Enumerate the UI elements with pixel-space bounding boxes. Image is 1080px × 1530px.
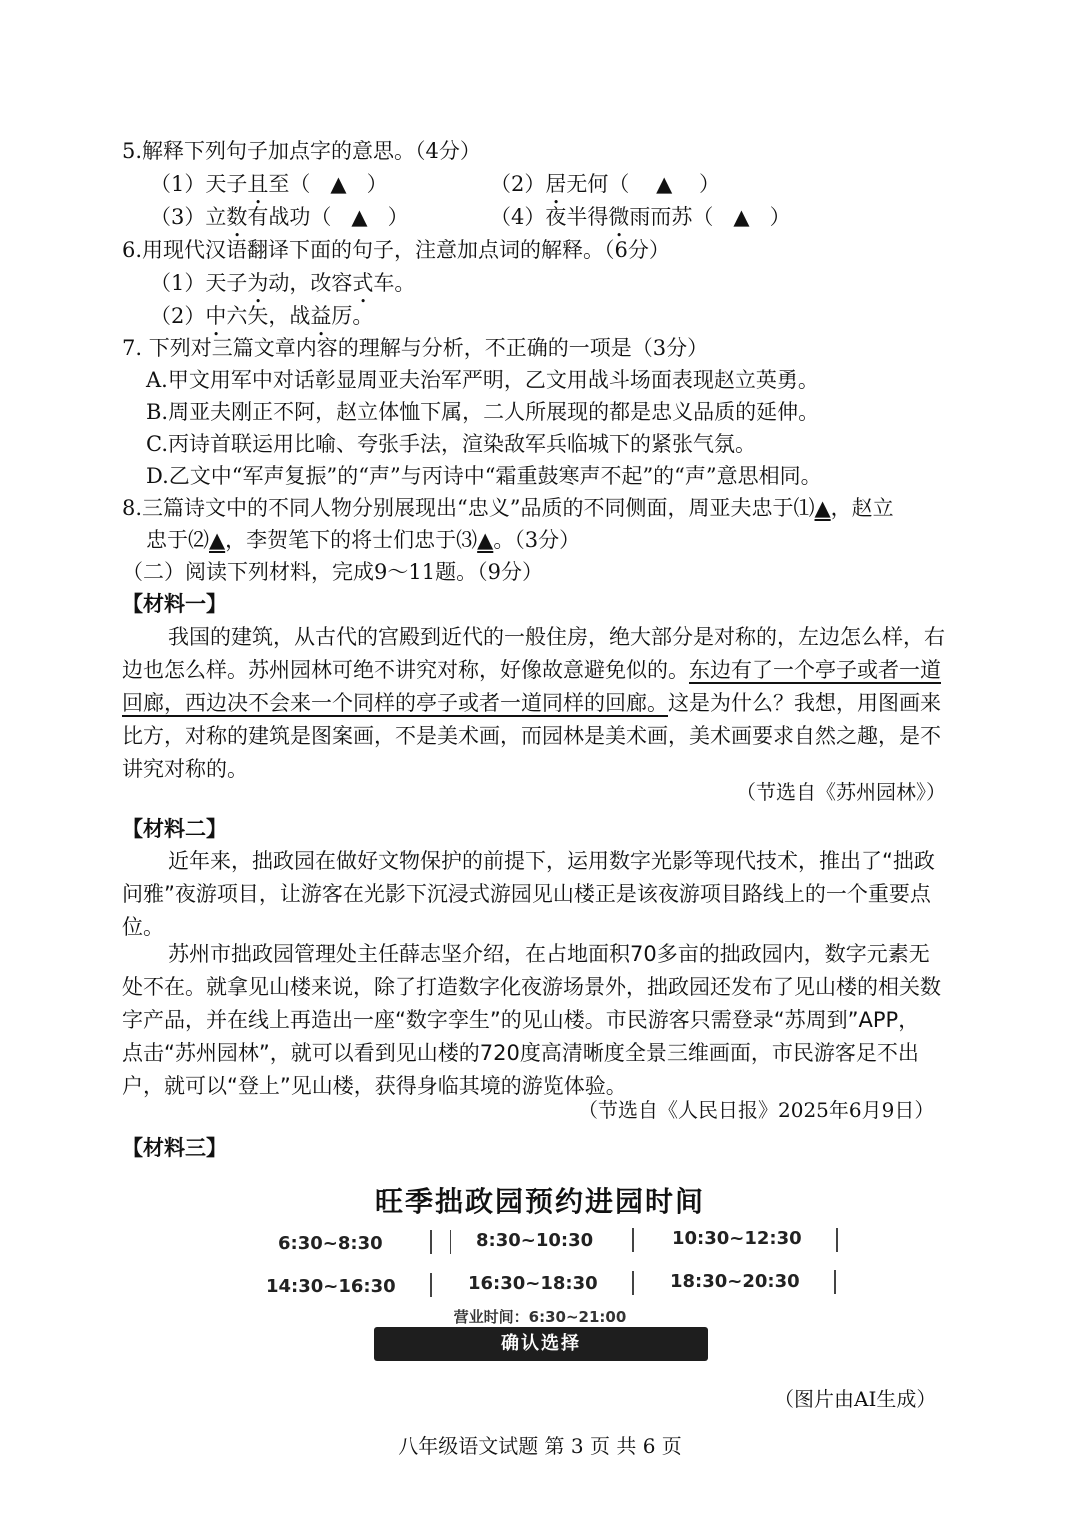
answer-blank-mark: ▲ xyxy=(656,172,673,196)
q8-line-1: 8.三篇诗文中的不同人物分别展现出“忠义”品质的不同侧面，周亚夫忠于⑴▲，赵立 xyxy=(122,496,894,520)
q7-option-d: D.乙文中“军声复振”的“声”与丙诗中“霜重鼓寒声不起”的“声”意思相同。 xyxy=(146,464,822,488)
slot-divider xyxy=(430,1273,432,1297)
material-2-line: 处不在。就拿见山楼来说，除了打造数字化夜游场景外，拙政园还发布了见山楼的相关数 xyxy=(122,975,941,999)
q8-line-2: 忠于⑵▲，李贺笔下的将士们忠于⑶▲。（3分） xyxy=(146,528,581,552)
answer-blank-1: ▲ xyxy=(814,496,831,520)
business-hours: 营业时间：6:30~21:00 xyxy=(453,1308,627,1326)
time-slot[interactable]: 18:30~20:30 xyxy=(670,1271,800,1292)
q5-stem: 5.解释下列句子加点字的意思。（4分） xyxy=(122,139,481,163)
material-2-line: 字产品，并在线上再造出一座“数字孪生”的见山楼。市民游客只需登录“苏周到”APP， xyxy=(122,1008,920,1032)
q6-sentence-1: （1）天子为动，改容式车。 xyxy=(150,271,416,295)
material-1-source: （节选自《苏州园林》） xyxy=(736,780,946,804)
material-2-source: （节选自《人民日报》2025年6月9日） xyxy=(578,1098,935,1122)
q5-item-1: （1）天子且至（ ▲ ） xyxy=(150,172,388,196)
material-1-line: 比方，对称的建筑是图案画，不是美术画，而园林是美术画，美术画要求自然之趣，是不 xyxy=(122,724,941,748)
time-slot[interactable]: 6:30~8:30 xyxy=(278,1233,383,1254)
material-2-line: 位。 xyxy=(122,915,164,939)
material-1-line: 我国的建筑，从古代的宫殿到近代的一般住房，绝大部分是对称的，左边怎么样，右 xyxy=(168,625,945,649)
material-2-line: 户，就可以“登上”见山楼，获得身临其境的游览体验。 xyxy=(122,1074,627,1098)
material-2-line: 点击“苏州园林”，就可以看到见山楼的720度高清晰度全景三维画面，市民游客足不出 xyxy=(122,1041,919,1065)
q5-item-4: （4）夜半得微雨而苏（ ▲ ） xyxy=(490,205,791,229)
time-slot[interactable]: 8:30~10:30 xyxy=(476,1230,594,1251)
material-2-line: 近年来，拙政园在做好文物保护的前提下，运用数字光影等现代技术，推出了“拙政 xyxy=(168,849,935,873)
material-2-line: 问雅”夜游项目，让游客在光影下沉浸式游园见山楼正是该夜游项目路线上的一个重要点 xyxy=(122,882,931,906)
answer-blank-mark: ▲ xyxy=(733,205,750,229)
q6-sentence-2: （2）中六矢，战益厉。 xyxy=(150,304,374,328)
time-slot[interactable]: 14:30~16:30 xyxy=(266,1276,396,1297)
answer-blank-mark: ▲ xyxy=(330,172,347,196)
slot-divider xyxy=(632,1228,634,1252)
page-footer: 八年级语文试题 第 3 页 共 6 页 xyxy=(398,1434,682,1458)
slot-divider xyxy=(834,1270,836,1294)
slot-divider xyxy=(450,1230,451,1254)
booking-title: 旺季拙政园预约进园时间 xyxy=(374,1185,705,1218)
answer-blank-mark: ▲ xyxy=(351,205,368,229)
material-1-line: 回廊，西边决不会来一个同样的亭子或者一道同样的回廊。这是为什么？我想，用图画来 xyxy=(122,691,941,715)
material-2-heading: 【材料二】 xyxy=(122,816,227,841)
time-slot[interactable]: 16:30~18:30 xyxy=(468,1273,598,1294)
material-3-heading: 【材料三】 xyxy=(122,1135,227,1160)
time-slot[interactable]: 10:30~12:30 xyxy=(672,1228,802,1249)
material-1-heading: 【材料一】 xyxy=(122,591,227,616)
material-1-line: 边也怎么样。苏州园林可绝不讲究对称，好像故意避免似的。东边有了一个亭子或者一道 xyxy=(122,658,941,682)
slot-divider xyxy=(632,1271,634,1295)
q7-stem: 7. 下列对三篇文章内容的理解与分析，不正确的一项是（3分） xyxy=(122,336,709,360)
q7-option-b: B.周亚夫刚正不阿，赵立体恤下属，二人所展现的都是忠义品质的延伸。 xyxy=(146,400,820,424)
q7-option-c: C.丙诗首联运用比喻、夸张手法，渲染敌军兵临城下的紧张气氛。 xyxy=(146,432,756,456)
image-caption: （图片由AI生成） xyxy=(774,1387,937,1411)
material-2-line: 苏州市拙政园管理处主任薛志坚介绍，在占地面积70多亩的拙政园内，数字元素无 xyxy=(168,942,930,966)
underlined-sentence: 回廊，西边决不会来一个同样的亭子或者一道同样的回廊。 xyxy=(122,691,668,715)
material-1-line: 讲究对称的。 xyxy=(122,757,248,781)
q5-item-2: （2）居无何（ ▲ ） xyxy=(490,172,720,196)
q6-stem: 6.用现代汉语翻译下面的句子，注意加点词的解释。（6分） xyxy=(122,238,670,262)
answer-blank-3: ▲ xyxy=(477,528,494,552)
slot-divider xyxy=(836,1228,838,1252)
q7-option-a: A.甲文用军中对话彰显周亚夫治军严明，乙文用战斗场面表现赵立英勇。 xyxy=(146,368,819,392)
slot-divider xyxy=(430,1230,432,1254)
answer-blank-2: ▲ xyxy=(209,528,226,552)
confirm-selection-button[interactable]: 确认选择 xyxy=(374,1327,708,1361)
underlined-sentence: 东边有了一个亭子或者一道 xyxy=(689,658,941,682)
q5-item-3: （3）立数有战功（ ▲ ） xyxy=(150,205,409,229)
section-2-heading: （二）阅读下列材料，完成9～11题。（9分） xyxy=(122,560,543,584)
